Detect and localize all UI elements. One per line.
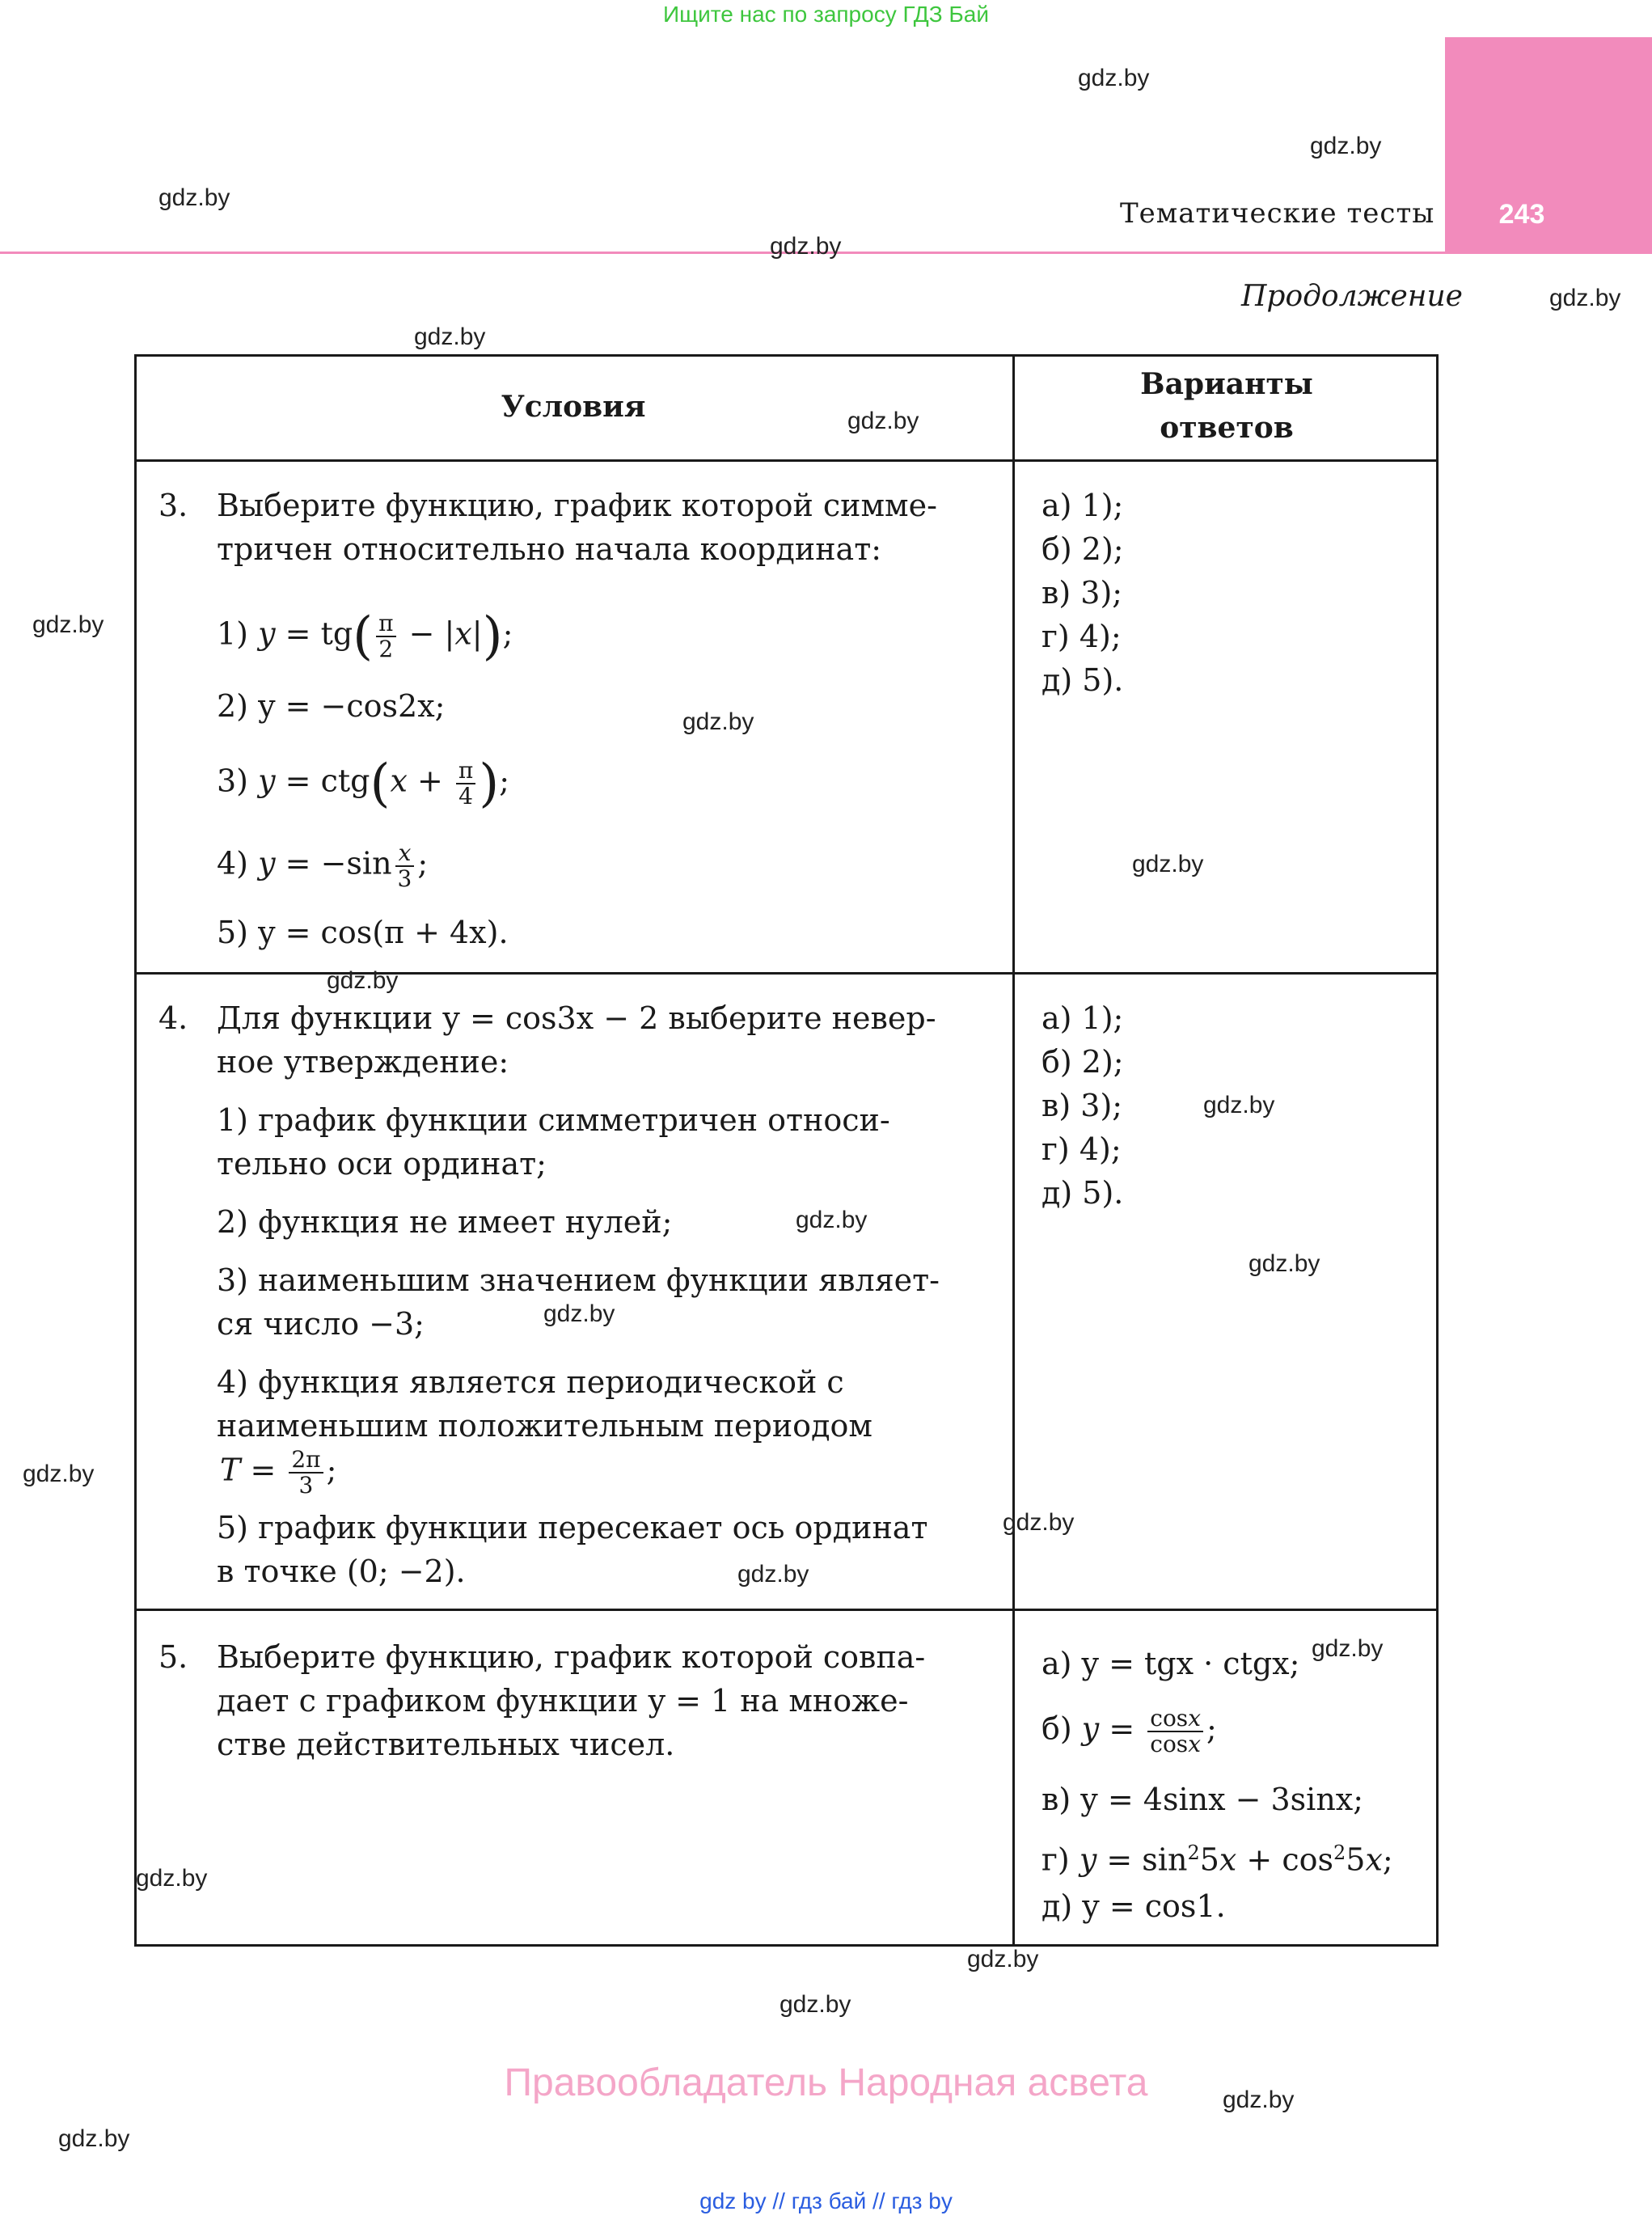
q4-answer-b: б) 2); — [1041, 1044, 1124, 1080]
watermark: gdz.by — [780, 1991, 851, 2018]
q4-option-4c: T = $\frac{2\pi}{3}$ ; — [220, 1446, 337, 1499]
watermark: gdz.by — [327, 967, 399, 994]
q4-option-1b: тельно оси ординат; — [217, 1146, 547, 1182]
column-divider — [1012, 354, 1015, 1947]
q4-option-4a: 4) функция является периодической с — [217, 1364, 844, 1400]
q3-text-line1: Выберите функцию, график которой симме- — [217, 488, 937, 523]
header-answers-line1: Варианты — [1140, 367, 1313, 401]
watermark: gdz.by — [1203, 1092, 1275, 1118]
watermark: gdz.by — [1249, 1250, 1320, 1277]
watermark: gdz.by — [1223, 2087, 1295, 2113]
q4-option-5b: в точке (0; −2). — [217, 1554, 466, 1589]
q3-text-line2: тричен относительно начала координат: — [217, 531, 882, 567]
q3-answer-a: а) 1); — [1041, 488, 1124, 523]
q3-answer-c: в) 3); — [1041, 575, 1123, 611]
watermark: gdz.by — [1549, 285, 1621, 311]
q3-answer-d: г) 4); — [1041, 619, 1122, 654]
watermark: gdz.by — [847, 408, 919, 434]
q3-option-1-prefix: 1) — [217, 615, 249, 652]
watermark: gdz.by — [158, 184, 230, 211]
q4-option-5a: 5) график функции пересекает ось ординат — [217, 1510, 928, 1545]
q3-option-4: 4) y = −sin $\frac{x}{3}$ ; — [217, 839, 429, 892]
q4-text-line2: ное утверждение: — [217, 1044, 509, 1080]
q5-answer-e: д) y = cos1. — [1041, 1888, 1226, 1924]
q3-answer-e: д) 5). — [1041, 662, 1124, 698]
top-banner[interactable]: Ищите нас по запросу ГДЗ Бай — [662, 2, 990, 27]
q3-option-2: 2) y = −cos2x; — [217, 688, 446, 724]
q4-number: 4. — [158, 1000, 188, 1036]
watermark: gdz.by — [967, 1946, 1039, 1972]
watermark: gdz.by — [796, 1207, 868, 1233]
q4-answer-e: д) 5). — [1041, 1175, 1124, 1211]
header-conditions: Условия — [501, 390, 646, 424]
watermark: gdz.by — [1312, 1635, 1384, 1662]
q4-option-2: 2) функция не имеет нулей; — [217, 1204, 673, 1240]
section-title: Тематические тесты — [1120, 197, 1435, 230]
copyright-notice: Правообладатель Народная асвета — [504, 2061, 1148, 2104]
watermark: gdz.by — [682, 708, 754, 735]
q5-text-line3: стве действительных чисел. — [217, 1727, 675, 1762]
q3-option-5: 5) y = cos(π + 4x). — [217, 915, 509, 950]
q4-answer-c: в) 3); — [1041, 1088, 1123, 1123]
watermark: gdz.by — [1310, 133, 1382, 159]
watermark: gdz.by — [136, 1865, 208, 1892]
q4-answer-a: а) 1); — [1041, 1000, 1124, 1036]
header-divider — [0, 252, 1445, 254]
q3-option-1: 1) y = tg( $\frac{\pi}{2}$ − |x|); — [217, 607, 513, 666]
continuation-label: Продолжение — [1241, 280, 1463, 313]
watermark: gdz.by — [770, 233, 842, 260]
q3-option-3: 3) y = ctg(x + $\frac{\pi}{4}$ ); — [217, 754, 510, 814]
q5-text-line2: дает с графиком функции y = 1 на множе- — [217, 1683, 909, 1719]
q4-option-3b: ся число −3; — [217, 1306, 425, 1342]
page-number: 243 — [1498, 199, 1545, 230]
header-answers-line2: ответов — [1160, 411, 1294, 445]
watermark: gdz.by — [32, 611, 104, 638]
q5-answer-b: б) y = $\frac{\cos x}{\cos x}$ ; — [1041, 1705, 1217, 1757]
watermark: gdz.by — [1003, 1509, 1075, 1536]
watermark: gdz.by — [23, 1461, 95, 1487]
watermark: gdz.by — [543, 1300, 615, 1327]
watermark: gdz.by — [1078, 65, 1150, 91]
footer-links[interactable]: gdz by // гдз бай // гдз by — [699, 2188, 953, 2213]
watermark: gdz.by — [414, 323, 486, 350]
watermark: gdz.by — [1132, 851, 1204, 877]
q3-option-3-prefix: 3) — [217, 763, 249, 799]
q4-option-1a: 1) график функции симметричен относи- — [217, 1102, 890, 1138]
table-header-divider — [134, 459, 1439, 462]
q5-text-line1: Выберите функцию, график которой совпа- — [217, 1639, 926, 1675]
row-divider — [134, 1609, 1439, 1611]
q4-option-4b: наименьшим положительным периодом — [217, 1408, 872, 1444]
q3-number: 3. — [158, 488, 188, 523]
q4-option-3a: 3) наименьшим значением функции являет- — [217, 1262, 940, 1298]
watermark: gdz.by — [737, 1561, 809, 1588]
q4-answer-d: г) 4); — [1041, 1131, 1122, 1167]
q5-number: 5. — [158, 1639, 188, 1675]
q5-answer-d: г) $y = \sin^25x + \cos^25x$; — [1041, 1841, 1393, 1878]
q5-answer-c: в) y = 4sinx − 3sinx; — [1041, 1782, 1364, 1817]
watermark: gdz.by — [58, 2125, 130, 2152]
q5-answer-a: а) y = tgx · ctgx; — [1041, 1646, 1300, 1681]
q3-option-4-prefix: 4) — [217, 845, 249, 882]
q3-answer-b: б) 2); — [1041, 531, 1124, 567]
q4-text-line1: Для функции y = cos3x − 2 выберите невер- — [217, 1000, 936, 1036]
